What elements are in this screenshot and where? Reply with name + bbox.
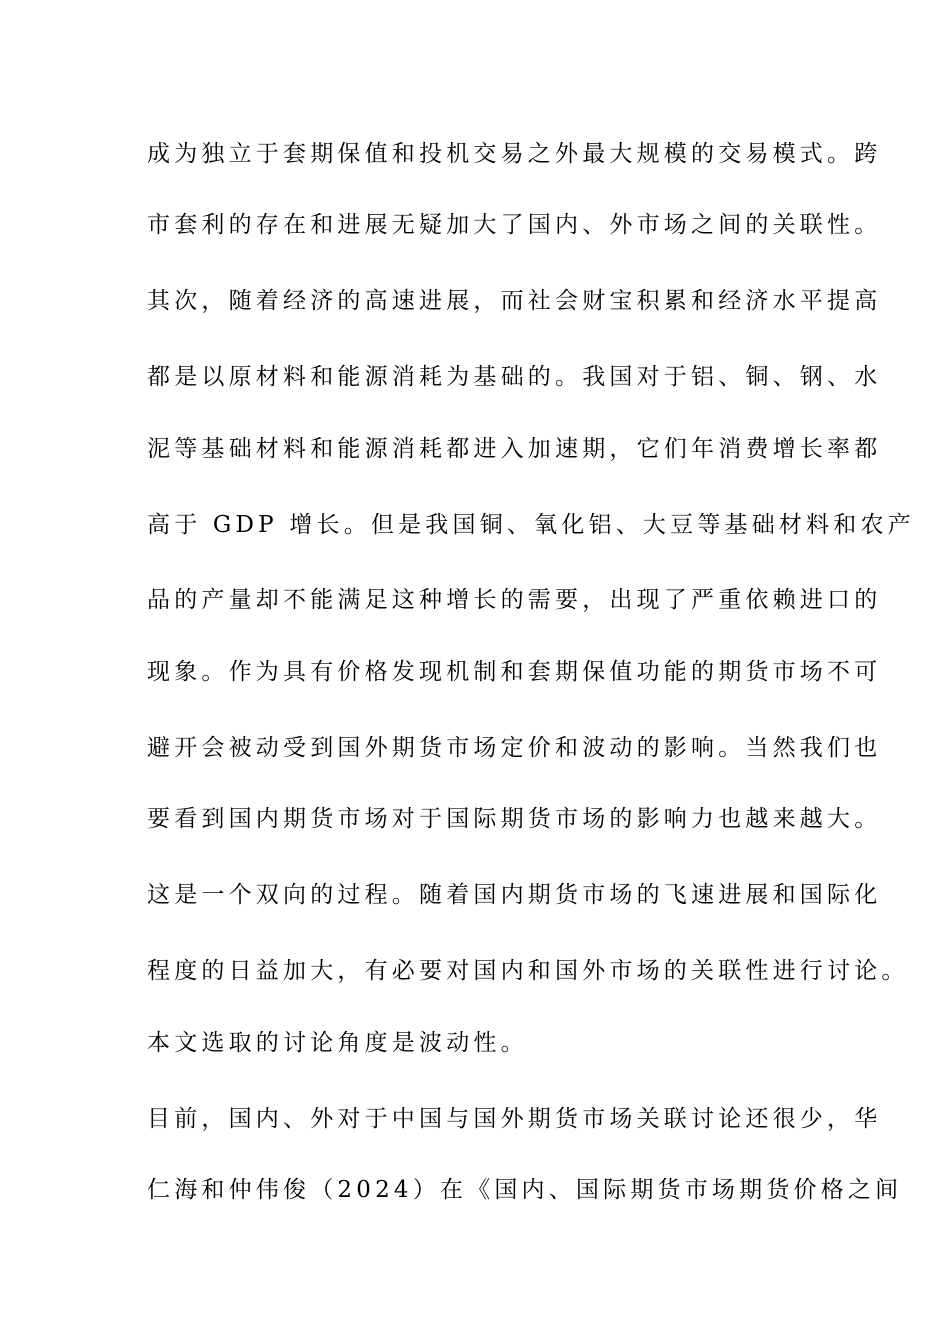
text-line: 成为独立于套期保值和投机交易之外最大规模的交易模式。跨: [147, 141, 882, 167]
text-line: 高于 GDP 增长。但是我国铜、氧化铝、大豆等基础材料和农产: [147, 512, 915, 538]
text-line: 其次，随着经济的高速进展，而社会财宝积累和经济水平提高: [147, 288, 882, 314]
text-line: 泥等基础材料和能源消耗都进入加速期，它们年消费增长率都: [147, 436, 882, 462]
text-line: 品的产量却不能满足这种增长的需要，出现了严重依赖进口的: [147, 587, 882, 613]
text-line: 仁海和仲伟俊（2024）在《国内、国际期货市场期货价格之间: [147, 1177, 903, 1203]
text-line: 现象。作为具有价格发现机制和套期保值功能的期货市场不可: [147, 659, 882, 685]
text-line: 市套利的存在和进展无疑加大了国内、外市场之间的关联性。: [147, 212, 882, 238]
text-line: 本文选取的讨论角度是波动性。: [147, 1030, 528, 1056]
text-line: 要看到国内期货市场对于国际期货市场的影响力也越来越大。: [147, 806, 882, 832]
text-line: 程度的日益加大，有必要对国内和国外市场的关联性进行讨论。: [147, 958, 909, 984]
text-line: 这是一个双向的过程。随着国内期货市场的飞速进展和国际化: [147, 882, 882, 908]
text-line: 避开会被动受到国外期货市场定价和波动的影响。当然我们也: [147, 735, 882, 761]
text-line: 目前，国内、外对于中国与国外期货市场关联讨论还很少，华: [147, 1106, 882, 1132]
text-line: 都是以原材料和能源消耗为基础的。我国对于铝、铜、钢、水: [147, 364, 882, 390]
